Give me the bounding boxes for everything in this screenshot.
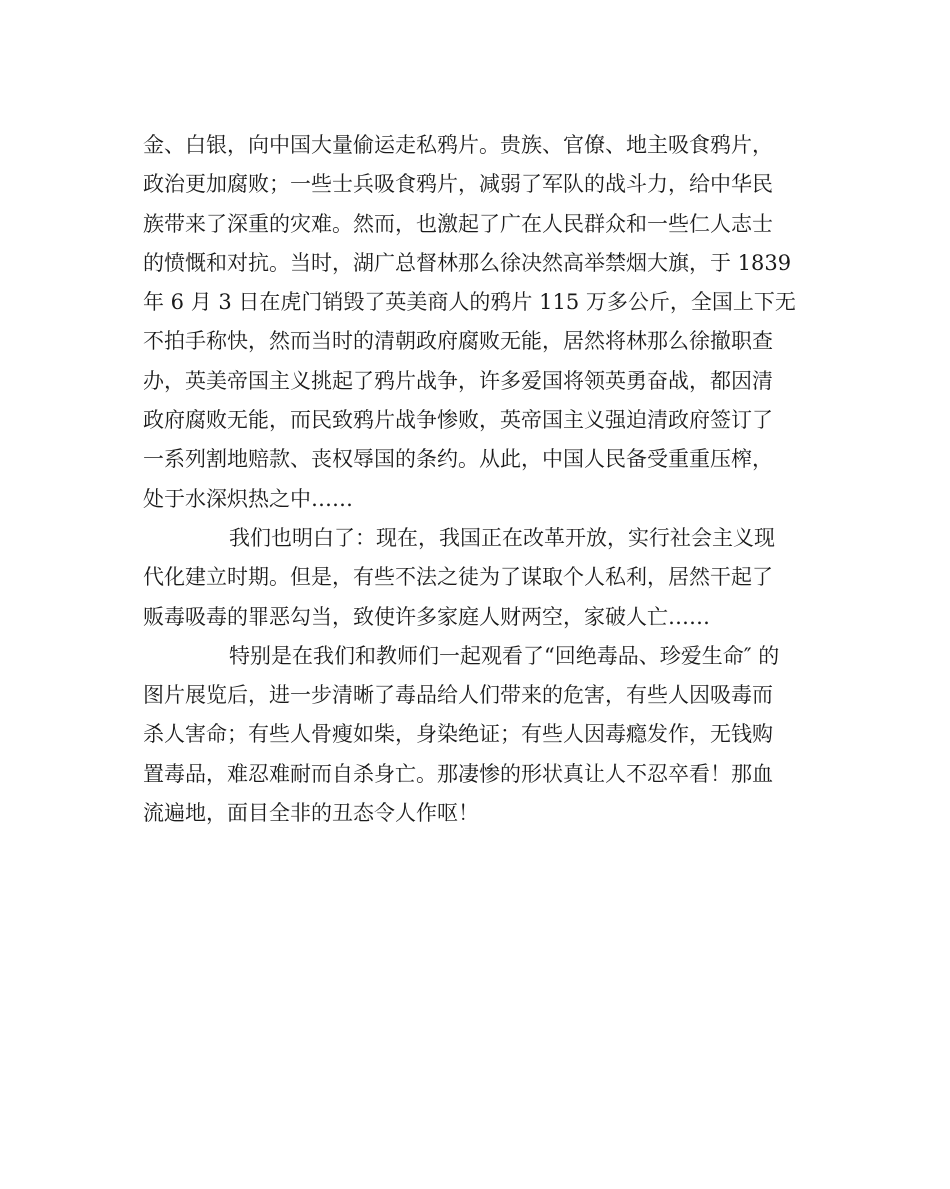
paragraph-1 [143,126,813,519]
paragraph-3 [143,637,813,833]
text-line: 一系列割地赔款、丧权辱国的条约。从此，中国人民备受重重压榨， [143,447,773,472]
text-line: 办，英美帝国主义挑起了鸦片战争，许多爱国将领英勇奋战，都因清 [143,368,773,393]
text-line: 我们也明白了：现在，我国正在改革开放，实行社会主义现 [229,525,775,550]
text-line: 的愤慨和对抗。当时，湖广总督林那么徐决然高举禁烟大旗，于 1839 [143,250,792,275]
text-line: 不拍手称快，然而当时的清朝政府腐败无能，居然将林那么徐撤职查 [143,329,773,354]
text-line: 流遍地，面目全非的丑态令人作呕！ [143,801,479,826]
text-line: 政府腐败无能，而民致鸦片战争惨败，英帝国主义强迫清政府签订了 [143,408,773,433]
text-line: 金、白银，向中国大量偷运走私鸦片。贵族、官僚、地主吸食鸦片， [143,133,773,157]
text-line: 贩毒吸毒的罪恶勾当，致使许多家庭人财两空，家破人亡…… [143,604,710,629]
document-body [143,126,813,833]
text-line: 族带来了深重的灾难。然而，也激起了广在人民群众和一些仁人志士 [143,211,773,236]
text-line: 特别是在我们和教师们一起观看了“回绝毒品、珍爱生命″ 的 [229,643,780,668]
text-line: 处于水深炽热之中…… [143,486,353,511]
paragraph-2 [143,519,813,637]
text-line: 置毒品，难忍难耐而自杀身亡。那凄惨的形状真让人不忍卒看！那血 [143,761,773,786]
text-line: 杀人害命；有些人骨瘦如柴，身染绝证；有些人因毒瘾发作，无钱购 [143,722,773,747]
text-line: 代化建立时期。但是，有些不法之徒为了谋取个人私利，居然干起了 [143,565,773,590]
text-line: 图片展览后，进一步清晰了毒品给人们带来的危害，有些人因吸毒而 [143,683,773,708]
text-line: 年 6 月 3 日在虎门销毁了英美商人的鸦片 115 万多公斤，全国上下无 [143,290,796,315]
text-line: 政治更加腐败；一些士兵吸食鸦片，减弱了军队的战斗力，给中华民 [143,172,773,197]
